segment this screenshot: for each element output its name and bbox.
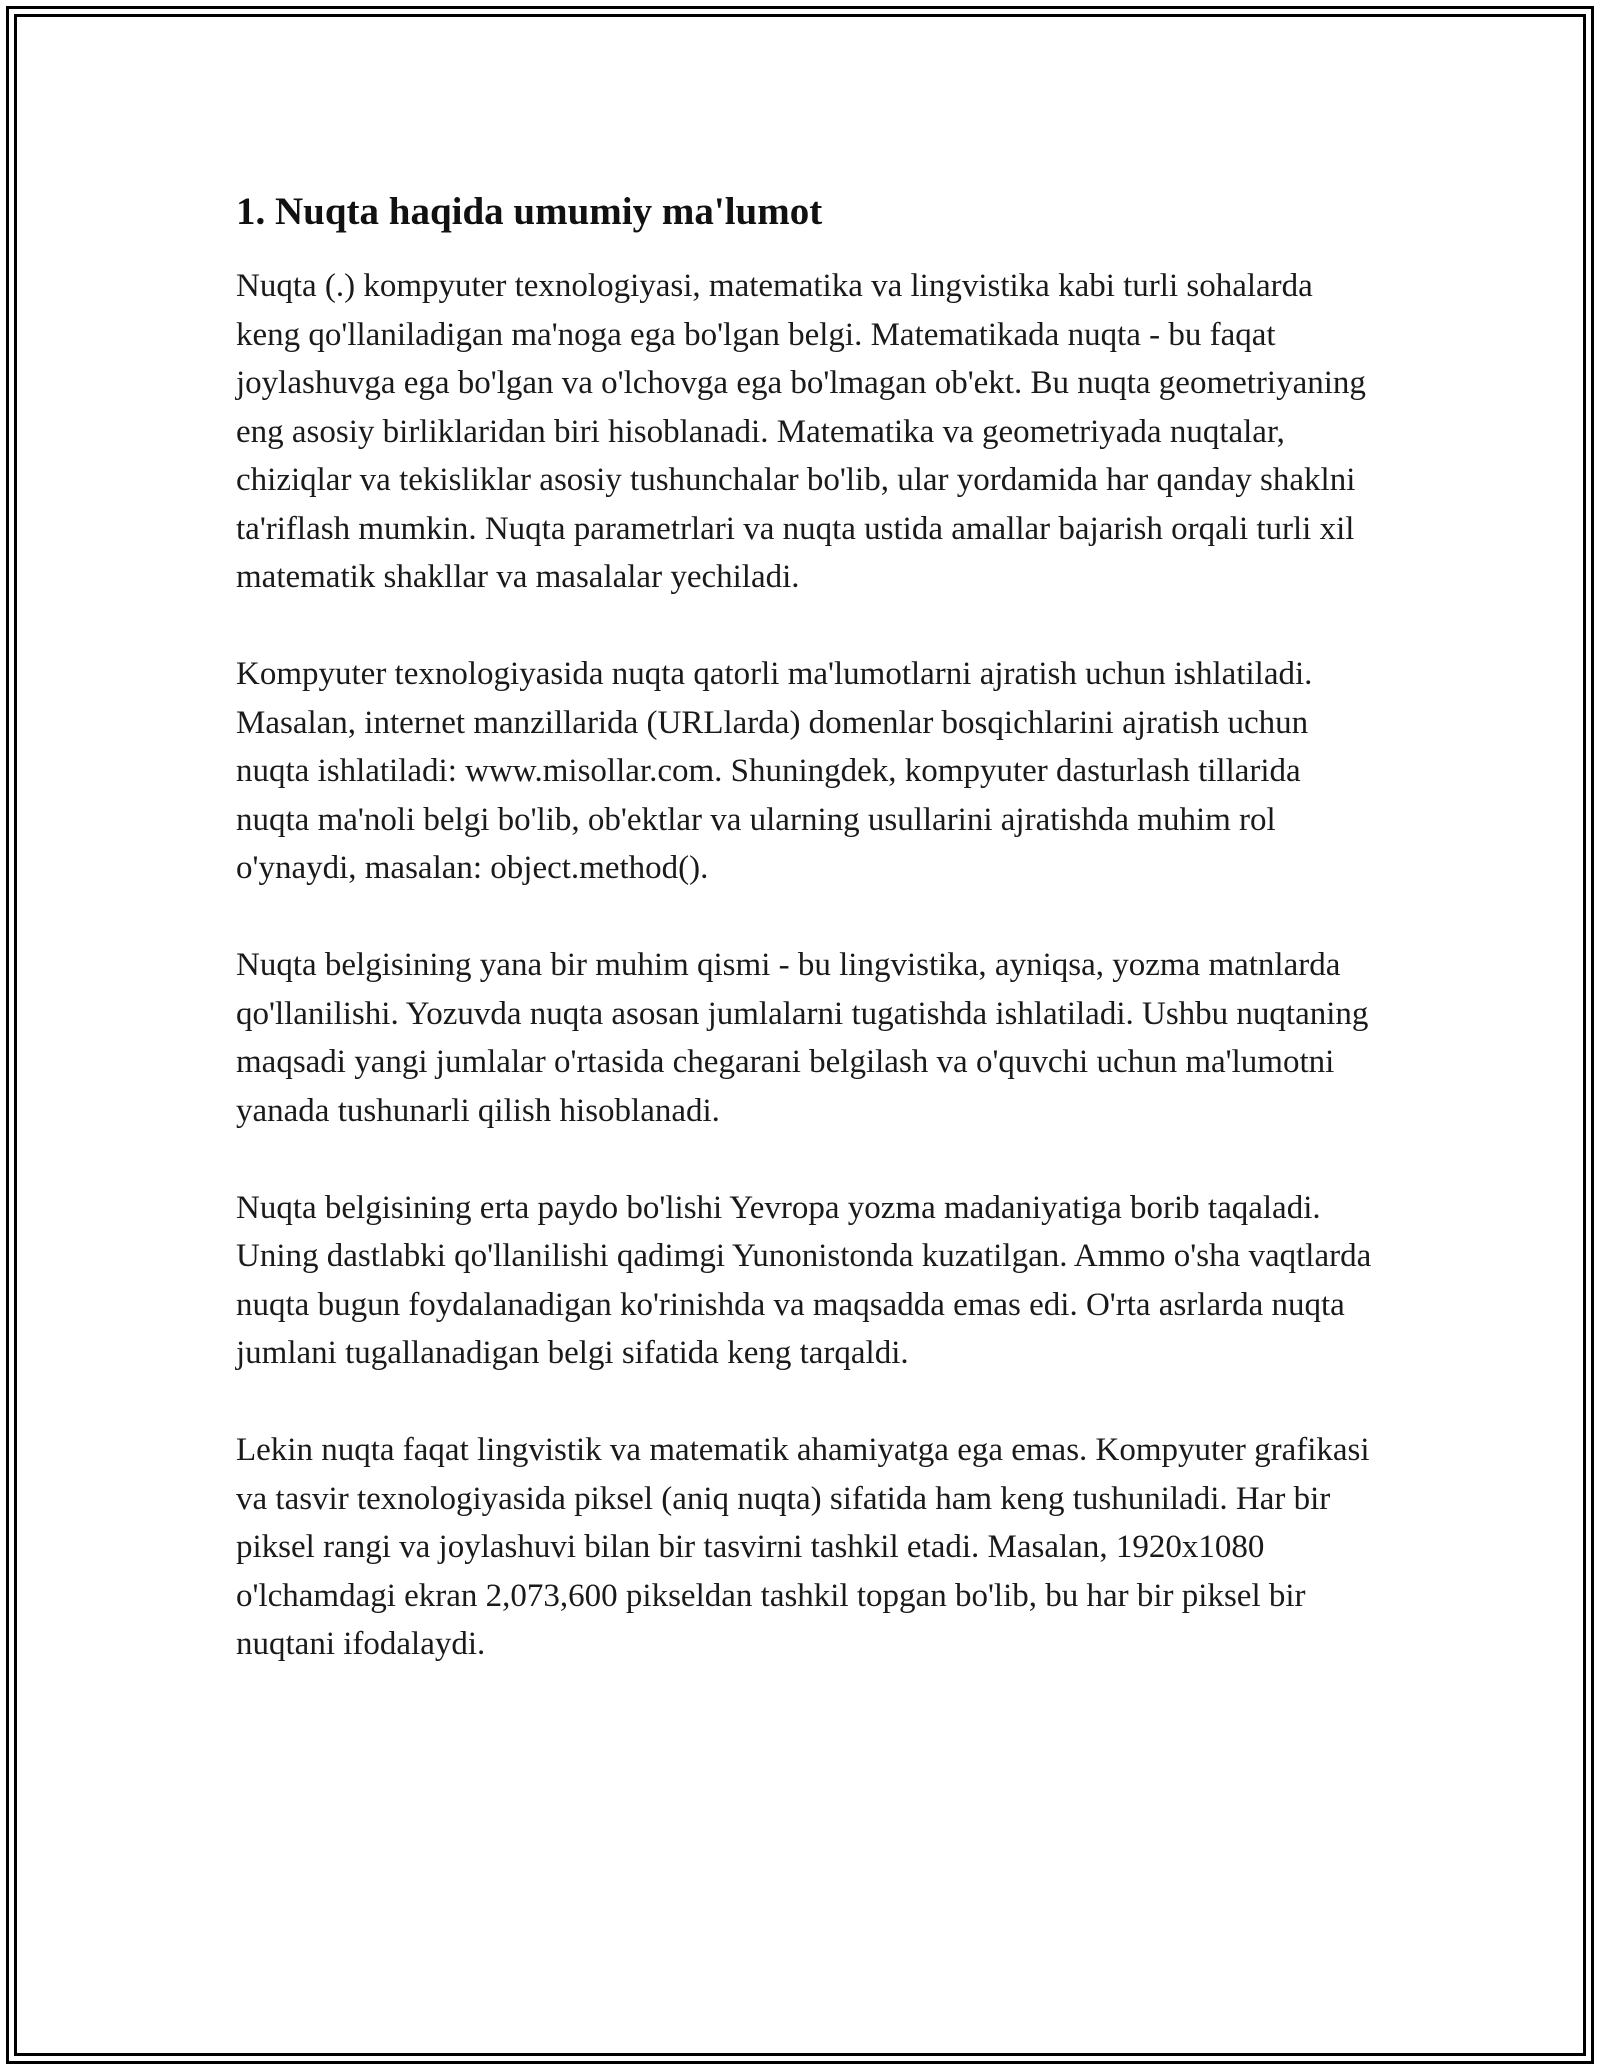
document-body <box>236 186 1376 1717</box>
paragraph-1: Nuqta (.) kompyuter texnologiyasi, matematika va lingvistika kabi turli sohalarda keng qo'llaniladigan ma'noga ega bo'lgan belgi. Matematikada nuqta - bu faqat joylashuvga ega bo'lgan va o'lchovga ega bo'lmagan ob'ekt. Bu nuqta geometriyaning eng asosiy birliklaridan biri hisoblanadi. Matematika va geometriyada nuqtalar, chiziqlar va tekisliklar asosiy tushunchalar bo'lib, ular yordamida har qanday shaklni ta'riflash mumkin. Nuqta parametrlari va nuqta ustida amallar bajarish orqali turli xil matematik shakllar va masalalar yechiladi. <box>236 268 1366 595</box>
paragraph-2: Kompyuter texnologiyasida nuqta qatorli ma'lumotlarni ajratish uchun ishlatiladi. Masalan, internet manzillarida (URLlarda) domenlar bosqichlarini ajratish uchun nuqta ishlatiladi: www.misollar.com. Shuningdek, kompyuter dasturlash tillarida nuqta ma'noli belgi bo'lib, ob'ektlar va ularning usullarini ajratishda muhim rol o'ynaydi, masalan: object.method(). <box>236 656 1313 886</box>
paragraph-5: Lekin nuqta faqat lingvistik va matematik ahamiyatga ega emas. Kompyuter grafikasi va tasvir texnologiyasida piksel (aniq nuqta) sifatida ham keng tushuniladi. Har bir piksel rangi va joylashuvi bilan bir tasvirni tashkil etadi. Masalan, 1920x1080 o'lchamdagi ekran 2,073,600 pikseldan tashkil topgan bo'lib, bu har bir piksel bir nuqtani ifodalaydi. <box>236 1432 1370 1662</box>
paragraph-3: Nuqta belgisining yana bir muhim qismi - bu lingvistika, ayniqsa, yozma matnlarda qo'llanilishi. Yozuvda nuqta asosan jumlalarni tugatishda ishlatiladi. Ushbu nuqtaning maqsadi yangi jumlalar o'rtasida chegarani belgilash va o'quvchi uchun ma'lumotni yanada tushunarli qilish hisoblanadi. <box>236 947 1369 1129</box>
paragraph-4: Nuqta belgisining erta paydo bo'lishi Yevropa yozma madaniyatiga borib taqaladi. Uning dastlabki qo'llanilishi qadimgi Yunonistonda kuzatilgan. Ammo o'sha vaqtlarda nuqta bugun foydalanadigan ko'rinishda va maqsadda emas edi. O'rta asrlarda nuqta jumlani tugallanadigan belgi sifatida keng tarqaldi. <box>236 1189 1372 1371</box>
section-heading: 1. Nuqta haqida umumiy ma'lumot <box>236 190 823 233</box>
